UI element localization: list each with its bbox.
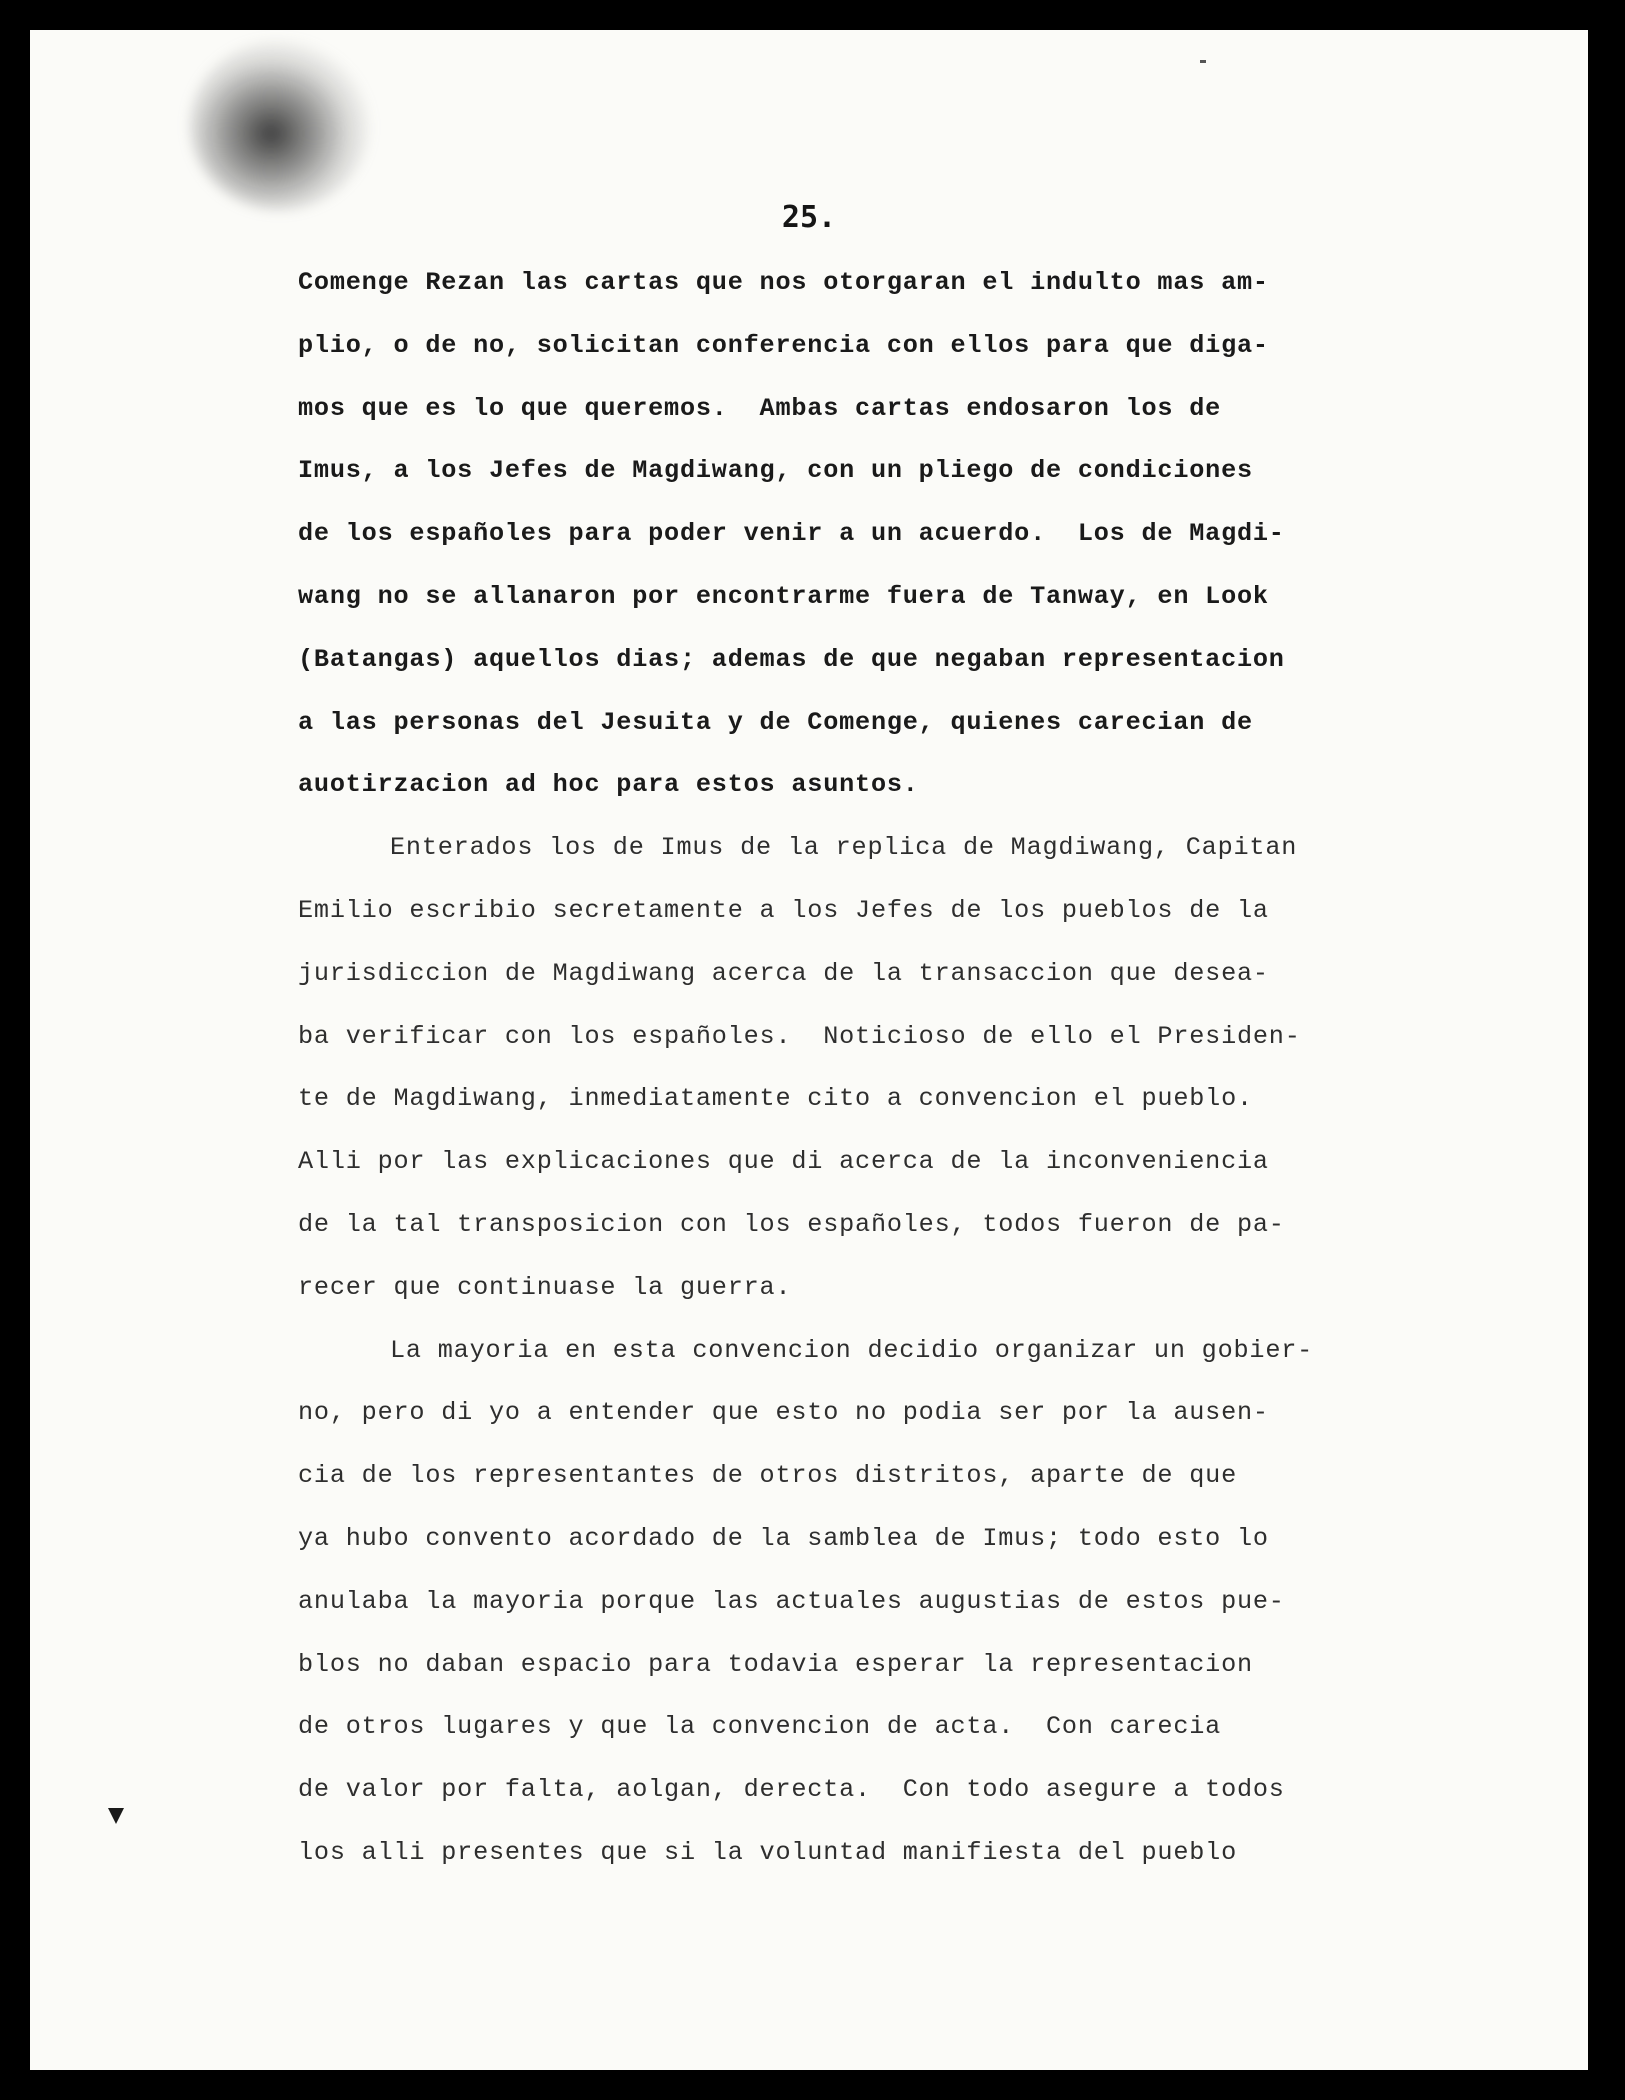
ink-smudge [190,40,370,210]
margin-mark [108,1808,124,1824]
page-number: 25. [781,200,837,235]
stray-mark [1200,60,1206,63]
text-line: cia de los representantes de otros distritos, aparte de que [298,1461,1237,1491]
text-line: Comenge Rezan las cartas que nos otorgaran el indulto mas am- [298,268,1269,297]
text-line: de valor por falta, aolgan, derecta. Con todo asegure a todos [298,1775,1285,1805]
text-line: (Batangas) aquellos dias; ademas de que negaban representacion [298,644,1285,674]
typed-body [298,252,1498,1885]
text-line: La mayoria en esta convencion decidio organizar un gobier- [390,1335,1314,1365]
text-line: a las personas del Jesuita y de Comenge, quienes carecian de [298,707,1253,737]
text-line: wang no se allanaron por encontrarme fuera de Tanway, en Look [298,581,1269,611]
text-line: de otros lugares y que la convencion de acta. Con carecia [298,1712,1222,1742]
text-line: de los españoles para poder venir a un acuerdo. Los de Magdi- [298,519,1285,549]
text-line: Imus, a los Jefes de Magdiwang, con un pliego de condiciones [298,456,1253,486]
text-line: ya hubo convento acordado de la samblea de Imus; todo esto lo [298,1523,1269,1553]
text-line: no, pero di yo a entender que esto no podia ser por la ausen- [298,1398,1269,1428]
text-line: anulaba la mayoria porque las actuales augustias de estos pue- [298,1586,1285,1616]
text-line: auotirzacion ad hoc para estos asuntos. [298,770,919,800]
text-line: Emilio escribio secretamente a los Jefes de los pueblos de la [298,895,1269,925]
text-line: te de Magdiwang, inmediatamente cito a convencion el pueblo. [298,1084,1253,1114]
text-line: plio, o de no, solicitan conferencia con ellos para que diga- [298,330,1269,360]
text-line: Alli por las explicaciones que di acerca de la inconveniencia [298,1147,1269,1177]
text-line: recer que continuase la guerra. [298,1272,792,1302]
text-line: de la tal transposicion con los españoles, todos fueron de pa- [298,1209,1285,1239]
text-line: mos que es lo que queremos. Ambas cartas endosaron los de [298,393,1222,423]
document-page [30,30,1588,2070]
text-line: Enterados los de Imus de la replica de Magdiwang, Capitan [390,833,1298,863]
text-line: blos no daban espacio para todavia esperar la representacion [298,1649,1253,1679]
text-line: jurisdiccion de Magdiwang acerca de la transaccion que desea- [298,958,1269,988]
text-line: los alli presentes que si la voluntad manifiesta del pueblo [298,1837,1237,1867]
text-line: ba verificar con los españoles. Noticioso de ello el Presiden- [298,1021,1301,1051]
